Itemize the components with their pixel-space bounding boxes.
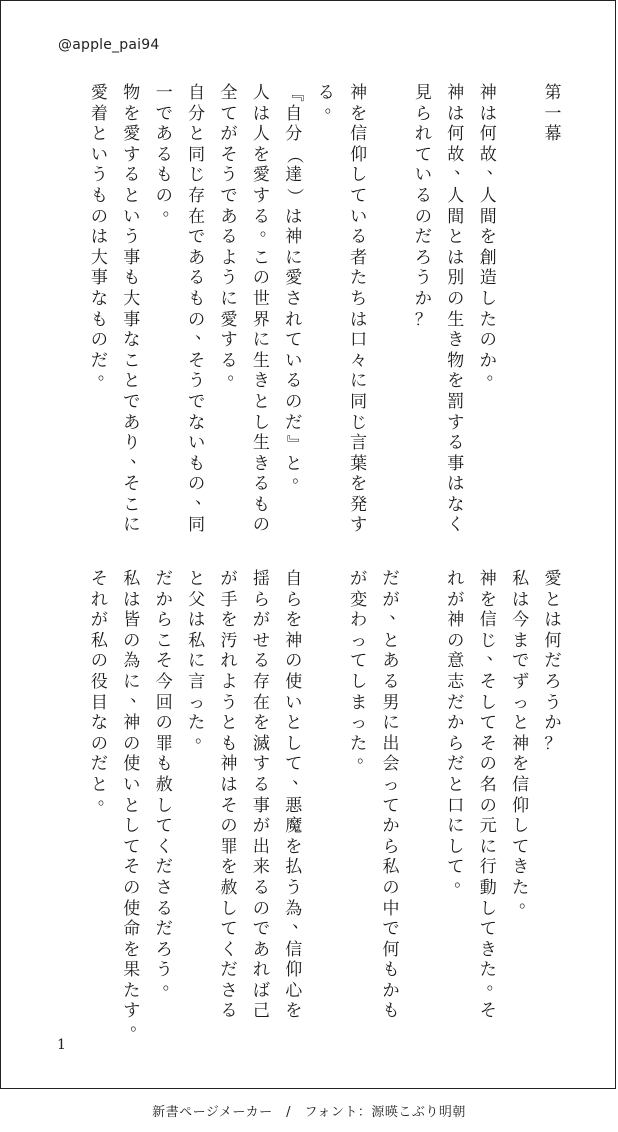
upper-text-column: 一 で あ る も の 。: [155, 83, 180, 220]
upper-text-column: る 。: [317, 83, 342, 117]
lower-text-column: そ れ が 私 の 役 目 な の だ と 。: [90, 569, 115, 809]
upper-text-column: 『 自 分 （ 達 ） は 神 に 愛 さ れ て い る の だ 』 と 。: [284, 84, 310, 488]
lower-text-column: れ が 神 の 意 志 だ か ら だ と 口 に し て 。: [447, 569, 472, 891]
lower-text-column: 私 は 皆 の 為 に 、 神 の 使 い と し て そ の 使 命 を 果 た す 。: [123, 569, 148, 1036]
upper-text-column: 人 は 人 を 愛 す る 。 こ の 世 界 に 生 き と し 生 き る も の: [252, 83, 277, 536]
upper-text-column: 第 一 幕: [544, 83, 562, 145]
lower-text-column: 愛 と は 何 だ ろ う か ？: [544, 569, 562, 754]
lower-text-column: と 父 は 私 に 言 っ た 。: [188, 569, 213, 747]
lower-text-column: 揺 ら が せ る 存 在 を 滅 す る 事 が 出 来 る の で あ れ ば 己: [252, 569, 270, 1022]
lower-text-column: が 変 わ っ て し ま っ た 。: [350, 569, 375, 768]
lower-text-column: 神 を 信 じ 、 そ し て そ の 名 の 元 に 行 動 し て き た 。 そ: [479, 569, 504, 1022]
lower-text-column: だ か ら こ そ 今 回 の 罪 も 赦 し て く だ さ る だ ろ う 。: [155, 569, 180, 994]
upper-text-column: 神 は 何 故 、 人 間 と は 別 の 生 き 物 を 罰 す る 事 は な く: [447, 83, 472, 536]
lower-text-column: だ が 、 と あ る 男 に 出 会 っ て か ら 私 の 中 で 何 も か も: [382, 569, 407, 1022]
upper-text-column: 自 分 と 同 じ 存 在 で あ る も の 、 そ う で な い も の 、 同: [188, 83, 213, 536]
upper-text-column: 神 を 信 仰 し て い る 者 た ち は 口 々 に 同 じ 言 葉 を 発 す: [350, 83, 368, 536]
upper-text-column: 全 て が そ う で あ る よ う に 愛 す る 。: [220, 83, 245, 385]
lower-text-column: 自 ら を 神 の 使 い と し て 、 悪 魔 を 払 う 為 、 信 仰 心 を: [285, 569, 310, 1022]
author-handle: @apple_pai94: [58, 37, 160, 53]
lower-text-column: 私 は 今 ま で ず っ と 神 を 信 仰 し て き た 。: [512, 569, 537, 912]
page-number: 1: [57, 1037, 66, 1053]
lower-text-column: が 手 を 汚 れ よ う と も 神 は そ の 罪 を 赦 し て く だ さ る: [220, 569, 238, 1022]
footer-credit: 新書ページメーカー / フォント：源暎こぶり明朝: [152, 1105, 466, 1120]
upper-text-column: 物 を 愛 す る と い う 事 も 大 事 な こ と で あ り 、 そ こ に: [123, 83, 148, 536]
upper-text-column: 愛 着 と い う も の は 大 事 な も の だ 。: [90, 83, 115, 385]
upper-text-column: 神 は 何 故 、 人 間 を 創 造 し た の か 。: [479, 83, 504, 385]
upper-text-column: 見 ら れ て い る の だ ろ う か ？: [414, 83, 432, 330]
